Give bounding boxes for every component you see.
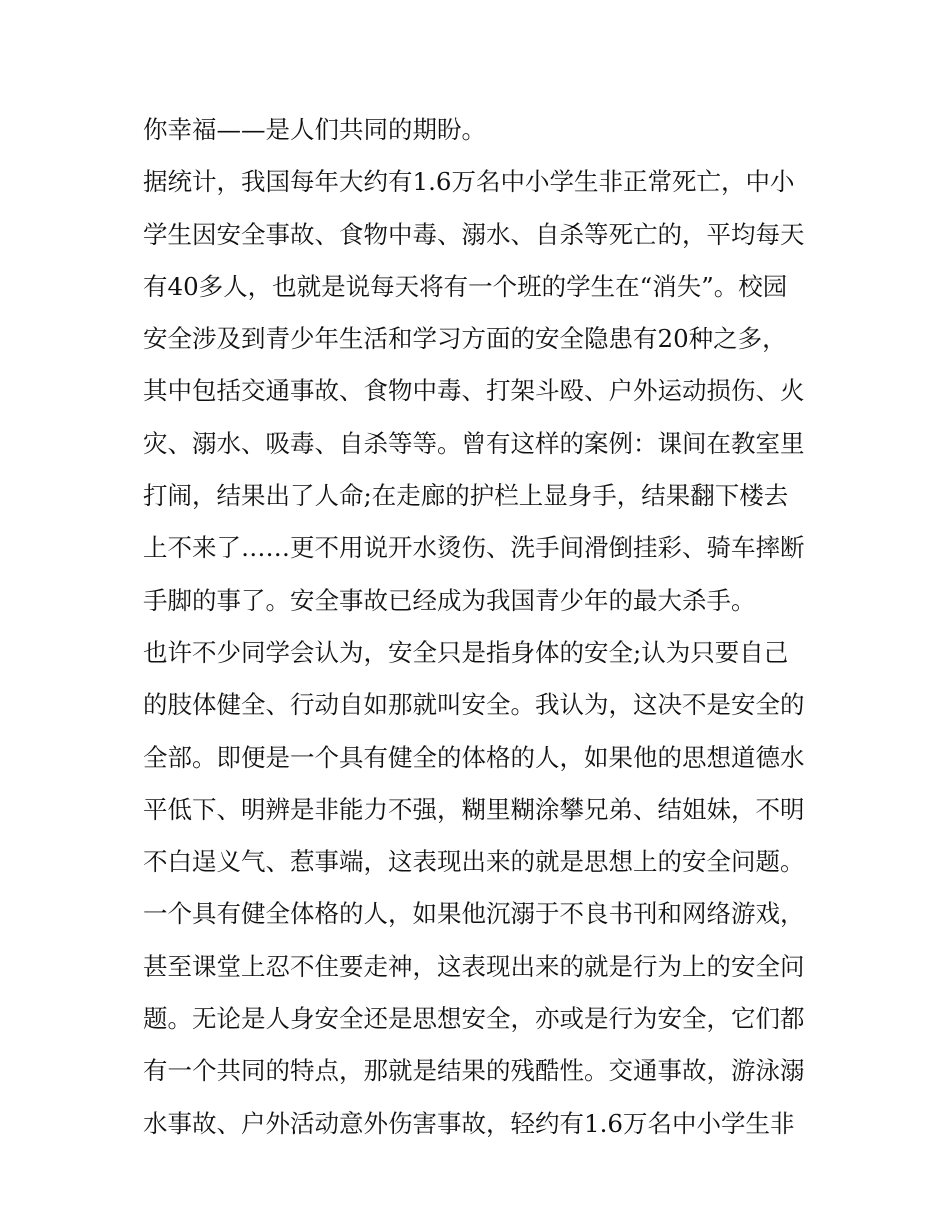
- text-line: 其中包括交通事故、食物中毒、打架斗殴、户外运动损伤、火: [143, 376, 805, 406]
- text-line: 也许不少同学会认为，安全只是指身体的安全;认为只要自己: [143, 637, 789, 667]
- text-line: 打闹，结果出了人命;在走廊的护栏上显身手，结果翻下楼去: [143, 481, 789, 511]
- text-line: 水事故、户外活动意外伤害事故，轻约有1.6万名中小学生非: [143, 1108, 795, 1138]
- text-line: 你幸福——是人们共同的期盼。: [143, 115, 486, 144]
- text-line: 据统计，我国每年大约有1.6万名中小学生非正常死亡，中小: [143, 167, 795, 197]
- text-line: 甚至课堂上忍不住要走神，这表现出来的就是行为上的安全问: [143, 951, 805, 981]
- text-line: 上不来了……更不用说开水烫伤、洗手间滑倒挂彩、骑车摔断: [143, 533, 805, 563]
- text-line: 平低下、明辨是非能力不强，糊里糊涂攀兄弟、结姐妹，不明: [143, 794, 805, 824]
- text-line: 学生因安全事故、食物中毒、溺水、自杀等死亡的，平均每天: [143, 219, 805, 249]
- text-line: 有一个共同的特点，那就是结果的残酷性。交通事故，游泳溺: [143, 1056, 805, 1086]
- text-line: 不白逞义气、惹事端，这表现出来的就是思想上的安全问题。: [143, 847, 805, 877]
- text-line: 一个具有健全体格的人，如果他沉溺于不良书刊和网络游戏，: [143, 899, 805, 929]
- text-line: 安全涉及到青少年生活和学习方面的安全隐患有20种之多，: [143, 324, 787, 354]
- text-line: 灾、溺水、吸毒、自杀等等。曾有这样的案例：课间在教室里: [143, 428, 805, 458]
- text-line: 手脚的事了。安全事故已经成为我国青少年的最大杀手。: [143, 585, 756, 615]
- text-line: 有40多人，也就是说每天将有一个班的学生在“消失”。校园: [143, 271, 788, 301]
- text-line: 题。无论是人身安全还是思想安全，亦或是行为安全，它们都: [143, 1004, 805, 1034]
- body-text: [143, 110, 823, 1156]
- text-line: 的肢体健全、行动自如那就叫安全。我认为，这决不是安全的: [143, 690, 805, 720]
- text-line: 全部。即便是一个具有健全的体格的人，如果他的思想道德水: [143, 742, 805, 772]
